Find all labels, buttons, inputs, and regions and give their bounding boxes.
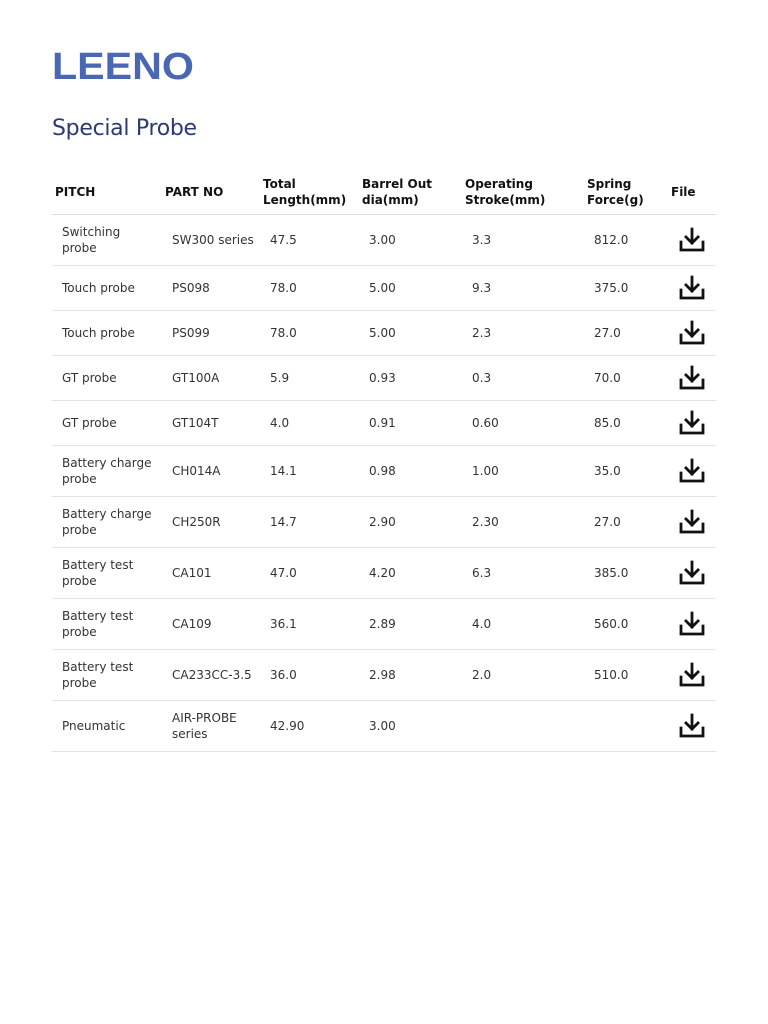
table-row (52, 215, 716, 266)
cell-total-length: 36.0 (260, 650, 359, 701)
header-file: File (668, 170, 716, 215)
table-row (52, 266, 716, 311)
cell-part-no: PS099 (162, 311, 260, 356)
download-icon (678, 409, 706, 437)
cell-operating-stroke: 0.3 (462, 356, 584, 401)
header-part-no: PART NO (162, 170, 260, 215)
cell-spring-force: 27.0 (584, 497, 668, 548)
header-spring-force: Spring Force(g) (584, 170, 668, 215)
download-icon (678, 508, 706, 536)
cell-barrel-out-dia: 5.00 (359, 311, 462, 356)
download-button[interactable] (678, 661, 706, 689)
cell-operating-stroke (462, 701, 584, 752)
cell-barrel-out-dia: 2.90 (359, 497, 462, 548)
cell-operating-stroke: 2.0 (462, 650, 584, 701)
cell-file (668, 701, 716, 752)
cell-spring-force: 85.0 (584, 401, 668, 446)
cell-pitch: GT probe (52, 356, 162, 401)
download-icon (678, 319, 706, 347)
cell-part-no: CA109 (162, 599, 260, 650)
table-row (52, 701, 716, 752)
download-button[interactable] (678, 226, 706, 254)
cell-barrel-out-dia: 0.91 (359, 401, 462, 446)
cell-operating-stroke: 9.3 (462, 266, 584, 311)
table-row (52, 497, 716, 548)
cell-operating-stroke: 3.3 (462, 215, 584, 266)
cell-spring-force: 375.0 (584, 266, 668, 311)
download-icon (678, 226, 706, 254)
table-row (52, 599, 716, 650)
cell-spring-force: 70.0 (584, 356, 668, 401)
cell-barrel-out-dia: 0.98 (359, 446, 462, 497)
cell-operating-stroke: 0.60 (462, 401, 584, 446)
cell-pitch: Battery charge probe (52, 446, 162, 497)
header-operating-stroke: Operating Stroke(mm) (462, 170, 584, 215)
cell-spring-force: 560.0 (584, 599, 668, 650)
cell-total-length: 47.0 (260, 548, 359, 599)
cell-total-length: 36.1 (260, 599, 359, 650)
cell-operating-stroke: 6.3 (462, 548, 584, 599)
page-title: Special Probe (52, 116, 197, 141)
cell-barrel-out-dia: 3.00 (359, 701, 462, 752)
cell-file (668, 446, 716, 497)
cell-spring-force: 385.0 (584, 548, 668, 599)
cell-file (668, 497, 716, 548)
table-row (52, 548, 716, 599)
cell-file (668, 356, 716, 401)
cell-total-length: 4.0 (260, 401, 359, 446)
cell-spring-force: 812.0 (584, 215, 668, 266)
download-icon (678, 610, 706, 638)
cell-total-length: 78.0 (260, 266, 359, 311)
logo-text: LEENO (52, 46, 194, 86)
cell-pitch: Switching probe (52, 215, 162, 266)
cell-pitch: Touch probe (52, 266, 162, 311)
download-button[interactable] (678, 712, 706, 740)
cell-part-no: CH014A (162, 446, 260, 497)
download-button[interactable] (678, 364, 706, 392)
cell-file (668, 650, 716, 701)
cell-part-no: CA233CC-3.5 (162, 650, 260, 701)
cell-barrel-out-dia: 3.00 (359, 215, 462, 266)
download-button[interactable] (678, 508, 706, 536)
cell-total-length: 14.7 (260, 497, 359, 548)
cell-barrel-out-dia: 4.20 (359, 548, 462, 599)
cell-pitch: Battery charge probe (52, 497, 162, 548)
cell-file (668, 266, 716, 311)
cell-file (668, 215, 716, 266)
download-icon (678, 559, 706, 587)
cell-file (668, 311, 716, 356)
cell-pitch: Battery test probe (52, 548, 162, 599)
table-row (52, 401, 716, 446)
cell-pitch: Battery test probe (52, 650, 162, 701)
cell-operating-stroke: 4.0 (462, 599, 584, 650)
cell-part-no: GT100A (162, 356, 260, 401)
download-button[interactable] (678, 610, 706, 638)
download-icon (678, 274, 706, 302)
download-button[interactable] (678, 559, 706, 587)
cell-pitch: Battery test probe (52, 599, 162, 650)
download-button[interactable] (678, 319, 706, 347)
cell-file (668, 548, 716, 599)
download-button[interactable] (678, 274, 706, 302)
cell-file (668, 401, 716, 446)
table-row (52, 650, 716, 701)
cell-barrel-out-dia: 2.89 (359, 599, 462, 650)
header-pitch: PITCH (52, 170, 162, 215)
download-icon (678, 364, 706, 392)
leeno-logo[interactable] (52, 46, 197, 86)
cell-part-no: AIR-PROBE series (162, 701, 260, 752)
cell-operating-stroke: 2.30 (462, 497, 584, 548)
cell-file (668, 599, 716, 650)
cell-operating-stroke: 1.00 (462, 446, 584, 497)
cell-spring-force: 35.0 (584, 446, 668, 497)
cell-part-no: CH250R (162, 497, 260, 548)
cell-barrel-out-dia: 0.93 (359, 356, 462, 401)
cell-spring-force: 510.0 (584, 650, 668, 701)
cell-part-no: CA101 (162, 548, 260, 599)
cell-total-length: 14.1 (260, 446, 359, 497)
download-button[interactable] (678, 457, 706, 485)
download-icon (678, 712, 706, 740)
header-total-length: Total Length(mm) (260, 170, 359, 215)
download-button[interactable] (678, 409, 706, 437)
download-icon (678, 661, 706, 689)
cell-spring-force (584, 701, 668, 752)
header-barrel-out-dia: Barrel Out dia(mm) (359, 170, 462, 215)
cell-part-no: PS098 (162, 266, 260, 311)
cell-barrel-out-dia: 5.00 (359, 266, 462, 311)
table-header-row (52, 170, 716, 215)
cell-pitch: Touch probe (52, 311, 162, 356)
table-row (52, 446, 716, 497)
cell-barrel-out-dia: 2.98 (359, 650, 462, 701)
cell-part-no: GT104T (162, 401, 260, 446)
table-row (52, 311, 716, 356)
cell-total-length: 5.9 (260, 356, 359, 401)
cell-operating-stroke: 2.3 (462, 311, 584, 356)
special-probe-table (52, 170, 716, 752)
download-icon (678, 457, 706, 485)
cell-total-length: 78.0 (260, 311, 359, 356)
cell-total-length: 42.90 (260, 701, 359, 752)
cell-spring-force: 27.0 (584, 311, 668, 356)
table-row (52, 356, 716, 401)
cell-pitch: GT probe (52, 401, 162, 446)
cell-total-length: 47.5 (260, 215, 359, 266)
leeno-logo-mark (52, 46, 197, 86)
cell-part-no: SW300 series (162, 215, 260, 266)
cell-pitch: Pneumatic (52, 701, 162, 752)
